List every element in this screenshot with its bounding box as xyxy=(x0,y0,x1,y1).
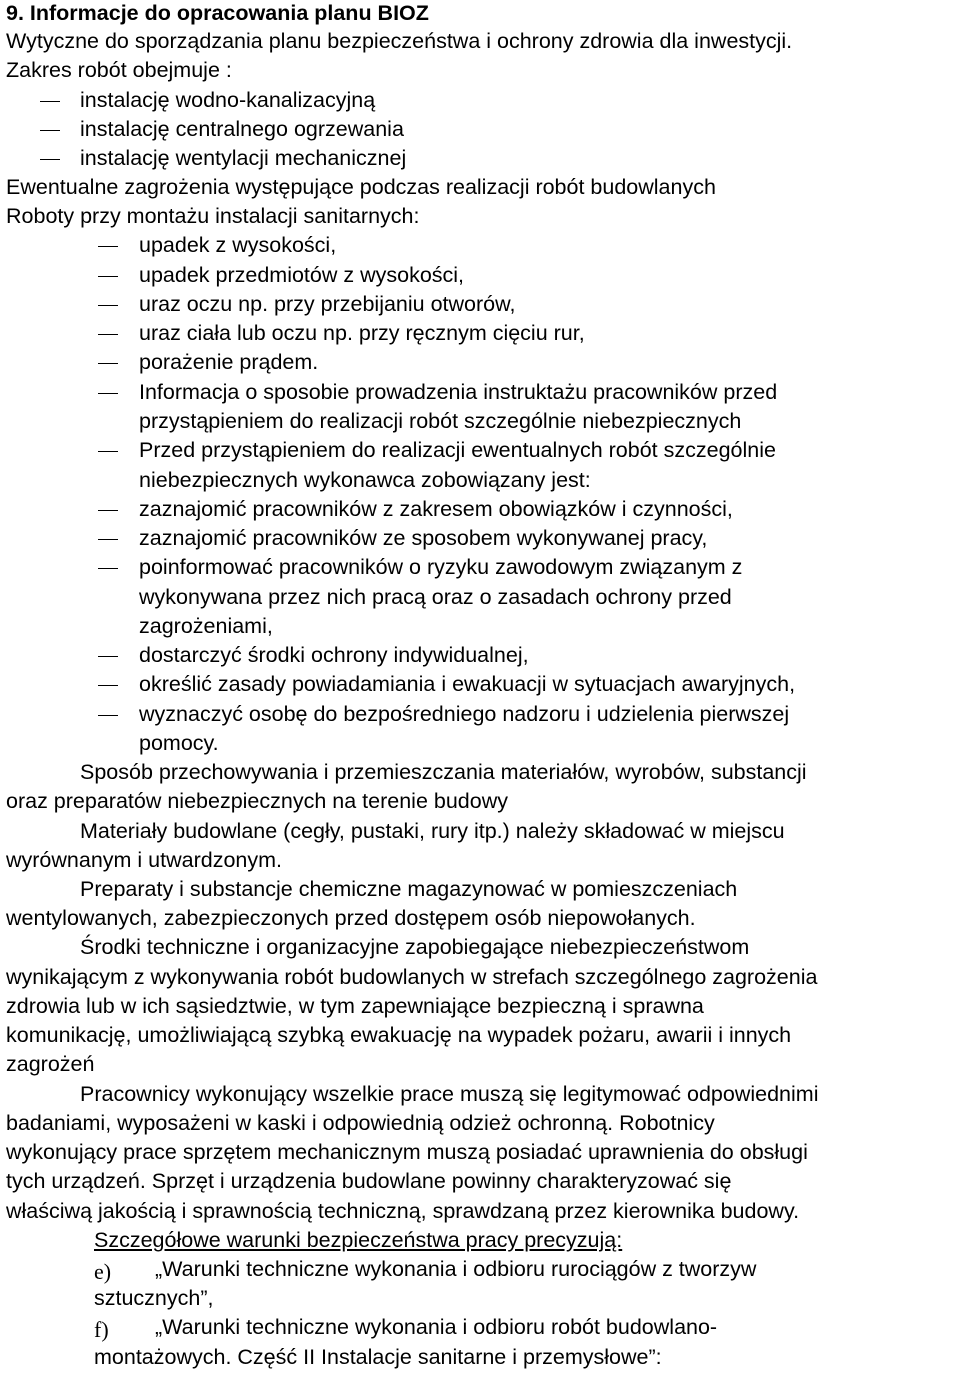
bullet-dash xyxy=(98,393,118,394)
duty-item: zaznajomić pracowników ze sposobem wykonywanej pracy, xyxy=(139,526,708,550)
chemicals-line: Preparaty i substancje chemiczne magazynować w pomieszczeniach xyxy=(80,877,738,901)
bullet-dash xyxy=(98,656,118,657)
duty-item: dostarczyć środki ochrony indywidualnej, xyxy=(139,643,529,667)
measures-line: Środki techniczne i organizacyjne zapobiegające niebezpieczeństwom xyxy=(80,935,750,959)
bullet-dash xyxy=(98,685,118,686)
bullet-dash xyxy=(98,568,118,569)
scope-item: instalację centralnego ogrzewania xyxy=(80,117,404,141)
workers-line: badaniami, wyposażeni w kaski i odpowiednią odzież ochronną. Robotnicy xyxy=(6,1111,715,1135)
scope-item: instalację wodno-kanalizacyjną xyxy=(80,88,376,112)
reference-line-cont: sztucznych”, xyxy=(94,1286,214,1310)
duty-item: określić zasady powiadamiania i ewakuacji w sytuacjach awaryjnych, xyxy=(139,672,796,696)
bullet-dash xyxy=(98,246,118,247)
hazards-intro: Roboty przy montażu instalacji sanitarnych: xyxy=(6,204,420,228)
hazards-heading: Ewentualne zagrożenia występujące podczas realizacji robót budowlanych xyxy=(6,175,716,199)
duty-item: wyznaczyć osobę do bezpośredniego nadzoru i udzielenia pierwszej xyxy=(139,702,790,726)
storage-line: oraz preparatów niebezpiecznych na terenie budowy xyxy=(6,789,508,813)
duty-item-cont: pomocy. xyxy=(139,731,219,755)
scope-intro: Zakres robót obejmuje : xyxy=(6,58,232,82)
duty-item: poinformować pracowników o ryzyku zawodowym związanym z xyxy=(139,555,743,579)
reference-line: „Warunki techniczne wykonania i odbioru rurociągów z tworzyw xyxy=(155,1257,757,1281)
bullet-dash xyxy=(98,715,118,716)
bullet-dash xyxy=(40,130,60,131)
hazard-item: porażenie prądem. xyxy=(139,350,319,374)
hazard-item: upadek przedmiotów z wysokości, xyxy=(139,263,465,287)
workers-line: tych urządzeń. Sprzęt i urządzenia budowlane powinny charakteryzować się xyxy=(6,1169,732,1193)
hazard-item: uraz ciała lub oczu np. przy ręcznym cięciu rur, xyxy=(139,321,585,345)
bullet-dash xyxy=(98,334,118,335)
storage-line: Sposób przechowywania i przemieszczania materiałów, wyrobów, substancji xyxy=(80,760,807,784)
reference-line-cont: montażowych. Część II Instalacje sanitarne i przemysłowe”: xyxy=(94,1345,662,1369)
contractor-line: niebezpiecznych wykonawca zobowiązany jest: xyxy=(139,468,591,492)
bullet-dash xyxy=(98,539,118,540)
bullet-dash xyxy=(98,276,118,277)
contractor-line: Przed przystąpieniem do realizacji ewentualnych robót szczególnie xyxy=(139,438,776,462)
duty-item-cont: zagrożeniami, xyxy=(139,614,273,638)
list-marker: f) xyxy=(94,1317,109,1342)
bullet-dash xyxy=(40,159,60,160)
bullet-dash xyxy=(98,363,118,364)
duty-item-cont: wykonywana przez nich pracą oraz o zasadach ochrony przed xyxy=(139,585,732,609)
hazard-item: uraz oczu np. przy przebijaniu otworów, xyxy=(139,292,516,316)
instruction-line: Informacja o sposobie prowadzenia instruktażu pracowników przed xyxy=(139,380,778,404)
bullet-dash xyxy=(98,305,118,306)
measures-line: zdrowia lub w ich sąsiedztwie, w tym zapewniające bezpieczną i sprawna xyxy=(6,994,704,1018)
measures-line: zagrożeń xyxy=(6,1052,95,1076)
section-heading: 9. Informacje do opracowania planu BIOZ xyxy=(6,1,429,25)
workers-line: właściwą jakością i sprawnością techniczną, sprawdzaną przez kierownika budowy. xyxy=(6,1199,800,1223)
workers-line: Pracownicy wykonujący wszelkie prace muszą się legitymować odpowiednimi xyxy=(80,1082,819,1106)
measures-line: komunikację, umożliwiającą szybką ewakuację na wypadek pożaru, awarii i innych xyxy=(6,1023,792,1047)
detailed-conditions-heading: Szczegółowe warunki bezpieczeństwa pracy precyzują: xyxy=(94,1228,623,1252)
bullet-dash xyxy=(98,451,118,452)
bullet-dash xyxy=(40,101,60,102)
section-subtitle: Wytyczne do sporządzania planu bezpieczeństwa i ochrony zdrowia dla inwestycji. xyxy=(6,29,793,53)
reference-line: „Warunki techniczne wykonania i odbioru robót budowlano- xyxy=(155,1315,718,1339)
materials-line: wyrównanym i utwardzonym. xyxy=(6,848,283,872)
instruction-line: przystąpieniem do realizacji robót szczególnie niebezpiecznych xyxy=(139,409,742,433)
measures-line: wynikającym z wykonywania robót budowlanych w strefach szczególnego zagrożenia xyxy=(6,965,818,989)
chemicals-line: wentylowanych, zabezpieczonych przed dostępem osób niepowołanych. xyxy=(6,906,696,930)
scope-item: instalację wentylacji mechanicznej xyxy=(80,146,407,170)
duty-item: zaznajomić pracowników z zakresem obowiązków i czynności, xyxy=(139,497,733,521)
workers-line: wykonujący prace sprzętem mechanicznym muszą posiadać uprawnienia do obsługi xyxy=(6,1140,808,1164)
materials-line: Materiały budowlane (cegły, pustaki, rury itp.) należy składować w miejscu xyxy=(80,819,785,843)
hazard-item: upadek z wysokości, xyxy=(139,233,337,257)
list-marker: e) xyxy=(94,1259,112,1284)
bullet-dash xyxy=(98,510,118,511)
